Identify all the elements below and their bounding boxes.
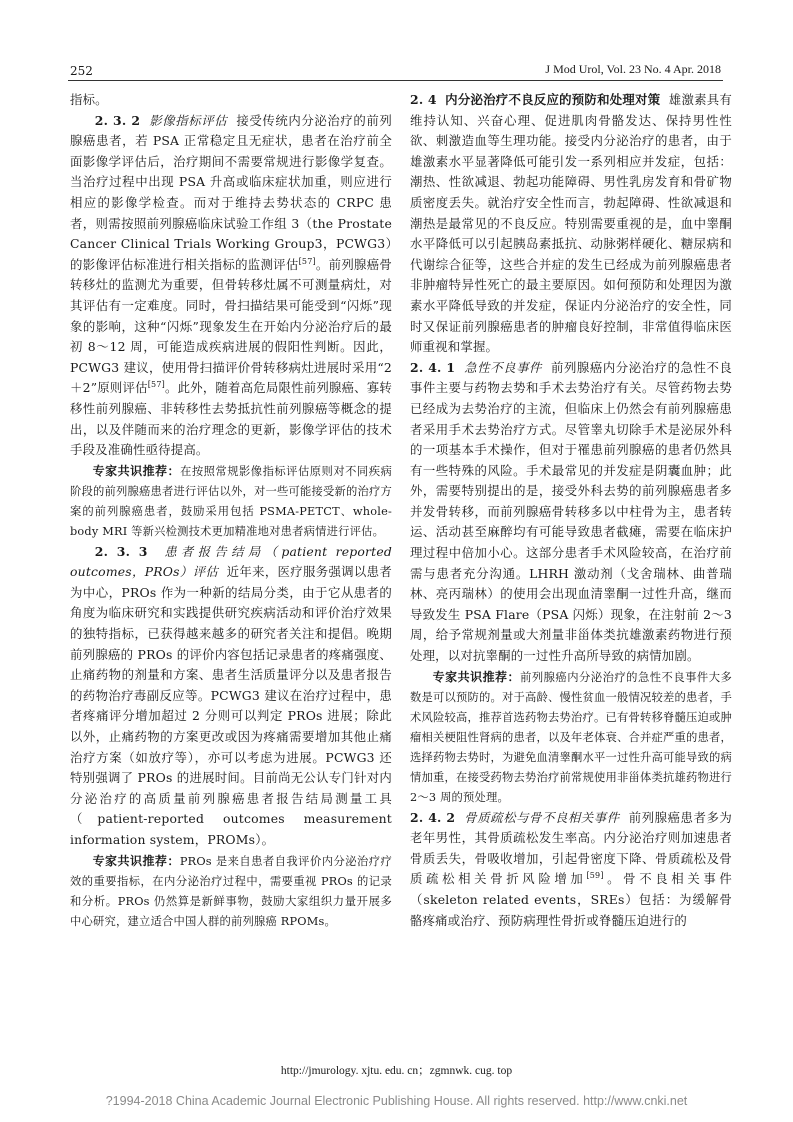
expert-lead: 专家共识推荐： (92, 853, 180, 868)
expert-text: 在按照常规影像指标评估原则对不同疾病阶段的前列腺癌患者进行评估以外，对一些可能接受新的治疗方案的前列腺癌患者，鼓励采用包括 PSMA-PETCT、whole-body MRI 等新兴检测技术更加精准地对患者病情进行评估。 (70, 464, 392, 538)
copyright-notice: ?1994-2018 China Academic Journal Electronic Publishing House. All rights reserved. http://www.cnki.net (105, 1094, 688, 1108)
section-text: 前列腺癌患者多为老年男性，其骨质疏松发生率高。内分泌治疗则加速患者骨质丢失，骨吸收增加，引起骨密度下降、骨质疏松及骨质疏松相关骨折风险增加 (410, 809, 733, 887)
section-number: 2. 4. 2 (410, 809, 456, 825)
section-text: 。前列腺癌骨转移灶的监测尤为重要，但骨转移灶属不可测量病灶，对其评估有一定难度。同时，骨扫描结果可能受到“闪烁”现象的影响，这种“闪烁”现象发生在开始内分泌治疗后的最初 8～12 周，可能造成疾病进展的假阳性判断。因此，PCWG3 建议，使用骨扫描评价骨转移病灶进展时采用“2＋2”原则评估 (70, 256, 393, 396)
paragraph-continuation: 指标。 (70, 92, 108, 107)
section-2-3-2 (70, 111, 392, 461)
page-number: 252 (70, 64, 93, 78)
expert-lead: 专家共识推荐： (92, 463, 181, 478)
citation-ref: [57] (147, 380, 165, 390)
header-rule (68, 80, 723, 81)
section-text: 前列腺癌内分泌治疗的急性不良事件主要与药物去势和手术去势治疗有关。尽管药物去势已经成为去势治疗的主流，但临床上仍然会有前列腺癌患者采用手术去势治疗方式。尽管睾丸切除手术是泌尿外科的一项基本手术操作，但对于罹患前列腺癌的患者仍然具有一些特殊的风险。手术最常见的并发症是阴囊血肿；此外，需要特别提出的是，接受外科去势的前列腺癌患者多并发骨转移，而前列腺癌骨转移多以中柱骨为主，患者转运、活动甚至麻醉均有可能导致患者截瘫，需要在临床护理过程中倍加小心。这部分患者手术风险较高，在治疗前需与患者充分沟通。LHRH 激动剂（戈舍瑞林、曲普瑞林、亮丙瑞林）的使用会出现血清睾酮一过性升高，继而导致发生 PSA Flare（PSA 闪烁）现象，在注射前 2～3 周，给予常规剂量或大剂量非甾体类抗雄激素药物进行预处理，以对抗睾酮的一过性升高所导致的病情加剧。 (410, 359, 733, 664)
citation-ref: [59] (586, 871, 604, 881)
citation-ref: [57] (298, 256, 316, 266)
section-title: 影像指标评估 (149, 112, 228, 128)
expert-consensus-2 (70, 851, 392, 932)
section-text: 接受传统内分泌治疗的前列腺癌患者，若 PSA 正常稳定且无症状，患者在治疗前全面影像学评估后，治疗期间不需要常规进行影像学复查。当治疗过程中出现 PSA 升高或临床症状加重，则应进行相应的影像学检查。而对于维持去势状态的 CRPC 患者，则需按照前列腺癌临床试验工作组 3（the Prostate Cancer Clinical Trials Working Group3，PCWG3）的影像评估标准进行相关指标的监测评估 (70, 112, 392, 272)
section-title: 内分泌治疗不良反应的预防和处理对策 (445, 92, 661, 107)
section-title: 骨质疏松与骨不良相关事件 (464, 809, 620, 825)
right-column (410, 90, 732, 931)
journal-citation: J Mod Urol, Vol. 23 No. 4 Apr. 2018 (545, 62, 721, 76)
section-text: 。骨不良相关事件（skeleton related events，SREs）包括：为缓解骨骼疼痛或治疗、预防病理性骨折或脊髓压迫进行的 (410, 871, 732, 928)
section-2-4-1 (410, 358, 732, 667)
left-column (70, 90, 392, 932)
expert-text: PROs 是来自患者自我评价内分泌治疗疗效的重要指标，在内分泌治疗过程中，需要重视 PROs 的记录和分析。PROs 仍然算是新鲜事物，鼓励大家组织力量开展多中心研究，建立适合中国人群的前列腺癌 RPOMs。 (70, 854, 392, 928)
section-title: 患者报告结局（patient reported outcomes，PROs）评估 (70, 543, 392, 580)
expert-lead: 专家共识推荐： (432, 669, 521, 684)
expert-consensus-3 (410, 667, 732, 808)
section-2-4 (410, 90, 732, 358)
section-text: 。此外，随着高危局限性前列腺癌、寡转移性前列腺癌、非转移性去势抵抗性前列腺癌等概念的提出，以及伴随而来的治疗理念的更新，影像学评估的技术手段及准确性亟待提高。 (70, 380, 392, 458)
section-text: 近年来，医疗服务强调以患者为中心，PROs 作为一种新的结局分类，由于它从患者的角度为临床研究和实践提供研究疾病活动和评价治疗效果的独特指标，已获得越来越多的研究者关注和提倡。晚期前列腺癌的 PROs 的评价内容包括记录患者的疼痛强度、止痛药物的剂量和方案、患者生活质量评分以及患者报告的药物治疗毒副反应等。PCWG3 建议在治疗过程中，患者疼痛评分增加超过 2 分则可以判定 PROs 进展；除此以外，止痛药物的方案更改或因为疼痛需要增加其他止痛治疗方案（如放疗等），亦可以考虑为进展。PCWG3 还特别强调了 PROs 的进展时间。目前尚无公认专门针对内分泌治疗的高质量前列腺癌患者报告结局测量工具（patient-reported outcomes measurement information system，PROMs）。 (70, 564, 392, 847)
section-2-3-3 (70, 542, 392, 851)
expert-consensus-1 (70, 461, 392, 542)
section-title: 急性不良事件 (464, 359, 542, 375)
section-text: 雄激素具有维持认知、兴奋心理、促进肌肉骨骼发达、保持男性性欲、刺激造血等生理功能。接受内分泌治疗的患者，由于雄激素水平显著降低可能引发一系列相应并发症，包括：潮热、性欲减退、勃起功能障碍、男性乳房发育和骨矿物质密度丢失。就治疗安全性而言，勃起障碍、性欲减退和潮热是最常见的不良反应。特别需要重视的是，血中睾酮水平降低可以引起胰岛素抵抗、动脉粥样硬化、糖尿病和代谢综合征等，这些合并症的发生已经成为前列腺癌患者非肿瘤特异性死亡的最主要原因。如何预防和处理因为激素水平降低导致的并发症，保证内分泌治疗的安全性，同时又保证前列腺癌患者的肿瘤良好控制，非常值得临床医师重视和掌握。 (410, 92, 733, 355)
section-number: 2. 3. 2 (94, 112, 141, 128)
section-number: 2. 4 (410, 92, 437, 107)
expert-text: 前列腺癌内分泌治疗的急性不良事件大多数是可以预防的。对于高龄、慢性贫血一般情况较差的患者，手术风险较高，推荐首选药物去势治疗。已有骨转移脊髓压迫或肿瘤相关梗阻性肾病的患者，以及年老体衰、合并症严重的患者，选择药物去势时，为避免血清睾酮水平一过性升高可能导致的病情加重，在接受药物去势治疗前常规使用非甾体类抗雄药物进行 2～3 周的预处理。 (410, 670, 732, 804)
section-2-4-2 (410, 808, 732, 932)
section-number: 2. 4. 1 (410, 359, 456, 375)
section-number: 2. 3. 3 (94, 543, 148, 559)
journal-url[interactable]: http://jmurology. xjtu. edu. cn；zgmnwk. cug. top (280, 1065, 513, 1077)
